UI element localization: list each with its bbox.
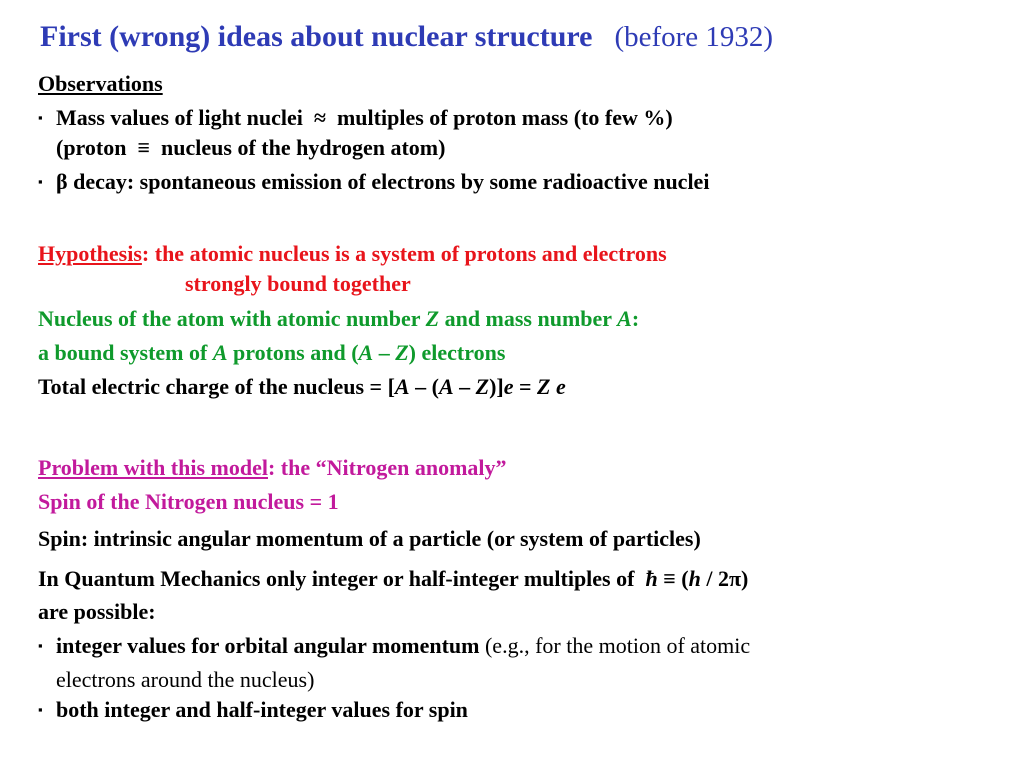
observations-heading: Observations — [38, 71, 163, 96]
spin-bullet-1: ▪ integer values for orbital angular momentum (e.g., for the motion of atomic — [38, 633, 751, 658]
approx-symbol: ≈ — [313, 105, 326, 130]
hbar-symbol: ħ — [645, 566, 658, 591]
problem-label: Problem with this model — [38, 455, 268, 480]
title-sub: (before 1932) — [614, 21, 774, 53]
equiv-symbol: ≡ — [137, 135, 151, 160]
spin-bullet-2: ▪ both integer and half-integer values for spin — [38, 697, 468, 722]
nucleus-line-1: Nucleus of the atom with atomic number Z and mass number A: — [38, 306, 640, 331]
slide-title — [40, 19, 773, 55]
bullet-icon: ▪ — [38, 174, 43, 189]
pi-symbol: π — [728, 566, 742, 591]
hypothesis-line2: strongly bound together — [185, 271, 411, 296]
problem-line: Problem with this model: the “Nitrogen anomaly” — [38, 455, 507, 480]
spin-bullet-1-line2: electrons around the nucleus) — [56, 667, 315, 692]
hypothesis-line: Hypothesis: the atomic nucleus is a system of protons and electrons — [38, 241, 667, 266]
hypothesis-label: Hypothesis — [38, 241, 142, 266]
observation-bullet-2: ▪ β decay: spontaneous emission of electrons by some radioactive nuclei — [38, 169, 710, 194]
bullet-icon: ▪ — [38, 702, 43, 717]
qm-line-1: In Quantum Mechanics only integer or half-integer multiples of ħ ≡ (h / 2π) — [38, 566, 749, 591]
title-main: First (wrong) ideas about nuclear structure — [40, 20, 593, 53]
nucleus-line-2: a bound system of A protons and (A – Z) electrons — [38, 340, 506, 365]
observation-bullet-1-line2: (proton ≡ nucleus of the hydrogen atom) — [56, 135, 446, 160]
beta-symbol: β — [56, 169, 68, 194]
charge-line: Total electric charge of the nucleus = [A – (A – Z)]e = Z e — [38, 374, 566, 399]
nitrogen-spin-line: Spin of the Nitrogen nucleus = 1 — [38, 489, 339, 514]
bullet-icon: ▪ — [38, 638, 43, 653]
bullet-icon: ▪ — [38, 110, 43, 125]
qm-line-2: are possible: — [38, 599, 156, 624]
observation-bullet-1: ▪ Mass values of light nuclei ≈ multiples of proton mass (to few %) — [38, 105, 673, 130]
spin-definition: Spin: intrinsic angular momentum of a particle (or system of particles) — [38, 526, 701, 551]
